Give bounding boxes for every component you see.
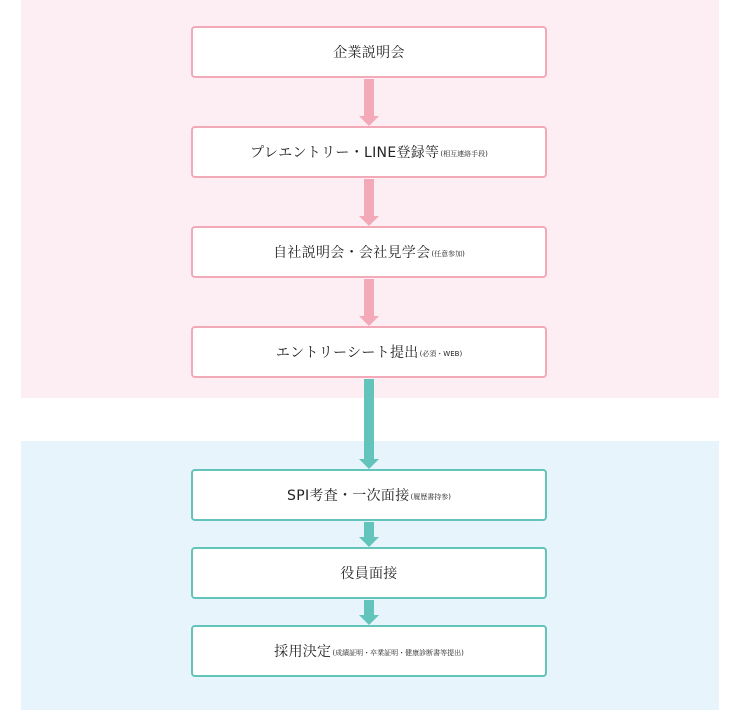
flow-arrow-icon [361,379,377,469]
step-note: (任意参加) [431,250,465,258]
step-note: (成績証明・卒業証明・健康診断書等提出) [332,649,464,657]
flow-arrow-icon [361,179,377,226]
step-label: エントリーシート提出 [275,345,419,361]
step-hiring-decision [191,625,547,677]
step-label: プレエントリー・LINE登録等 [250,145,440,161]
step-label: SPI考査・一次面接 [287,488,410,504]
step-spi-first-interview [191,469,547,521]
flow-arrow-icon [361,600,377,625]
step-executive-interview [191,547,547,599]
flow-arrow-icon [361,79,377,126]
flow-arrow-icon [361,522,377,547]
step-label: 企業説明会 [333,45,405,61]
step-pre-entry [191,126,547,178]
step-label: 採用決定 [274,644,332,660]
step-note: (相互連絡手段) [440,150,488,158]
step-label: 役員面接 [340,566,398,582]
step-note: (必須・WEB) [419,350,463,358]
step-note: (履歴書持参) [410,493,451,501]
flow-arrow-icon [361,279,377,326]
step-label: 自社説明会・会社見学会 [273,245,431,261]
step-entry-sheet [191,326,547,378]
step-company-briefing [191,26,547,78]
step-company-tour [191,226,547,278]
